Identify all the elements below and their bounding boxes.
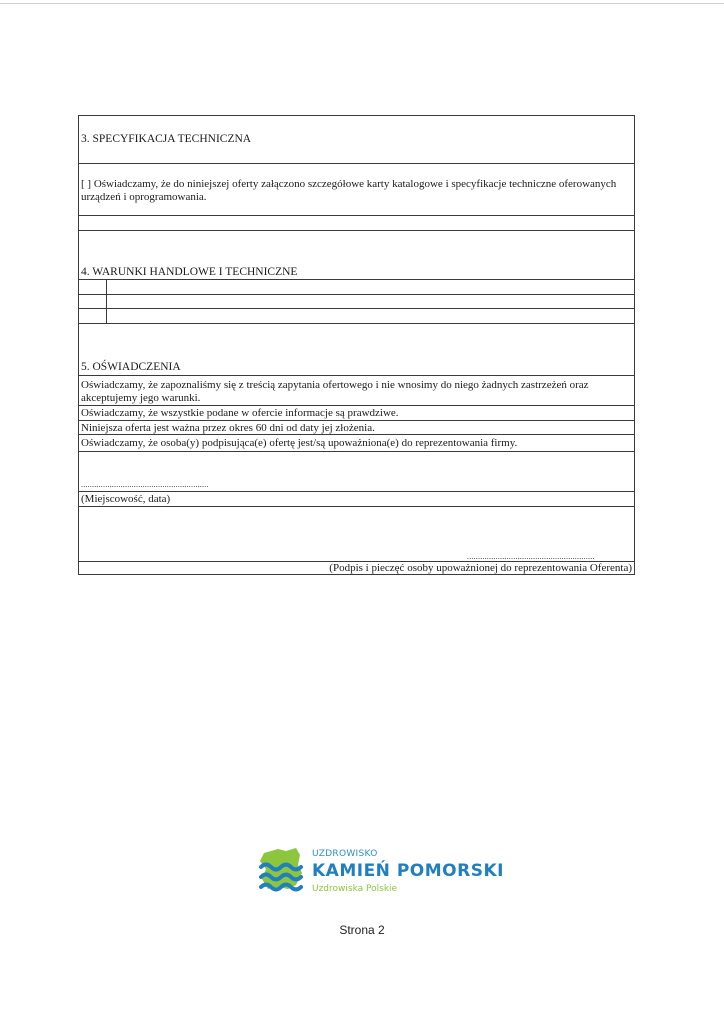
declaration-4: Oświadczamy, że osoba(y) podpisująca(e) ofertę jest/są upoważniona(e) do reprezentowania firmy.	[81, 437, 518, 449]
column-divider	[106, 279, 107, 323]
row-divider	[79, 215, 634, 216]
logo-small-text: UZDROWISKO	[312, 849, 378, 859]
row-divider	[79, 434, 634, 435]
declaration-1: Oświadczamy, że zapoznaliśmy się z treścią zapytania ofertowego i nie wnosimy do niego żadnych zastrzeżeń oraz akceptujemy jego warunki.	[81, 379, 589, 404]
row-divider	[79, 230, 634, 231]
signature-dotted-line: ..........................................................	[467, 552, 595, 561]
page-number: Strona 2	[339, 923, 385, 937]
kamien-pomorski-logo	[258, 845, 504, 907]
section-5-title: 5. OŚWIADCZENIA	[81, 361, 181, 373]
row-divider	[79, 420, 634, 421]
declaration-2: Oświadczamy, że wszystkie podane w ofercie informacje są prawdziwe.	[81, 407, 399, 419]
row-divider	[79, 294, 634, 295]
row-divider	[79, 491, 634, 492]
row-divider	[79, 163, 634, 164]
declaration-3: Niniejsza oferta jest ważna przez okres 60 dni od daty jej złożenia.	[81, 422, 375, 434]
row-divider	[79, 279, 634, 280]
place-date-label: (Miejscowość, data)	[81, 493, 171, 505]
section-4-title: 4. WARUNKI HANDLOWE I TECHNICZNE	[81, 266, 298, 278]
logo-main-text: KAMIEŃ POMORSKI	[312, 861, 504, 881]
row-divider	[79, 506, 634, 507]
logo-subtitle-text: Uzdrowiska Polskie	[312, 884, 398, 894]
section-3-title: 3. SPECYFIKACJA TECHNICZNA	[81, 133, 252, 145]
signature-label: (Podpis i pieczęć osoby upoważnionej do reprezentowania Oferenta)	[329, 562, 632, 574]
place-date-dotted-line: ..........................................................	[81, 480, 209, 489]
row-divider	[79, 375, 634, 376]
section-3-statement: [ ] Oświadczamy, że do niniejszej oferty załączono szczegółowe karty katalogowe i specyfikacje techniczne oferowanych urządzeń i oprogramowania.	[81, 178, 617, 203]
page-top-border	[0, 3, 724, 4]
row-divider	[79, 308, 634, 309]
row-divider	[79, 323, 634, 324]
row-divider	[79, 405, 634, 406]
offer-form-table	[78, 115, 635, 575]
row-divider	[79, 451, 634, 452]
spa-waves-logo-icon	[258, 845, 308, 907]
